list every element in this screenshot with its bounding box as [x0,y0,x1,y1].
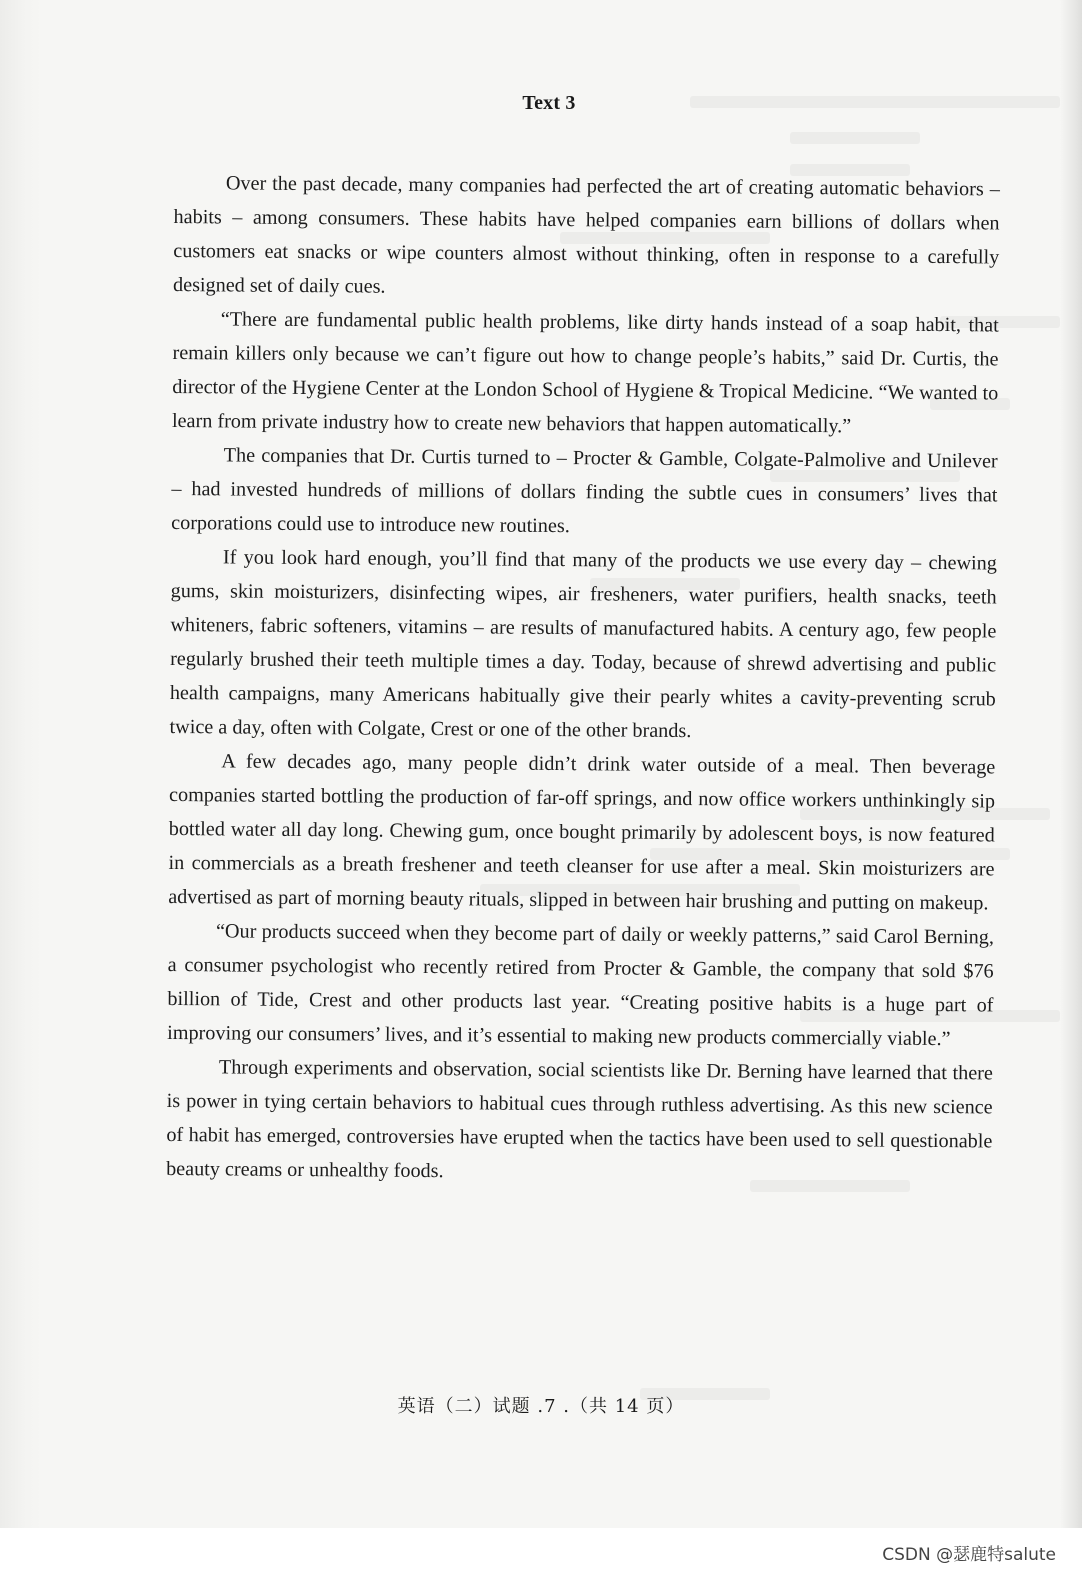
paragraph: Over the past decade, many companies had perfected the art of creating automatic behaviors – habits – among consumers. These habits have helped companies earn billions of dollars when customers eat snacks or wipe counters almost without thinking, often in response to a carefully designed set of daily cues. [172,172,1000,298]
watermark: CSDN @瑟鹿特salute [882,1545,1056,1565]
paragraph: “Our products succeed when they become part of daily or weekly patterns,” said Carol Berning, a consumer psychologist who recently retired from Procter & Gamble, the company that sold $76 billion of Tide, Crest and other products last year. “Creating positive habits is a huge part of improving our consumers’ lives, and it’s essential to making new products commercially viable.” [167,920,995,1051]
paragraph: If you look hard enough, you’ll find that many of the products we use every day – chewing gums, skin moisturizers, disinfecting wipes, air fresheners, water purifiers, health snacks, teeth whiteners, fabric softeners, vitamins – are results of manufactured habits. A century ago, few people regularly brushed their teeth multiple times a day. Today, because of shrewd advertising and public health campaigns, many Americans habitually give their pearly whites a cavity-preventing scrub twice a day, often with Colgate, Crest or one of the other brands. [169,546,997,743]
page-footer: 英语（二）试题 .7 .（共 14 页） [397,1396,685,1417]
scan-shadow-left [0,0,44,1530]
article-body [166,166,1000,1192]
paragraph: A few decades ago, many people didn’t drink water outside of a meal. Then beverage companies started bottling the production of far-off springs, and now office workers unthinkingly sip bottled water all day long. Chewing gum, once bought primarily by adolescent boys, is now featured in commercials as a breath freshener and teeth cleanser for use after a meal. Skin moisturizers are advertised as part of morning beauty rituals, slipped in between hair brushing and putting on makeup. [168,750,996,915]
page-title: Text 3 [522,92,576,114]
paragraph: Through experiments and observation, social scientists like Dr. Berning have learned that there is power in tying certain behaviors to habitual cues through ruthless advertising. As this new science of habit has emerged, controversies have erupted when the tactics have been used to sell questionable beauty creams or unhealthy foods. [166,1056,993,1183]
paragraph: “There are fundamental public health problems, like dirty hands instead of a soap habit, that remain killers only because we can’t figure out how to change people’s habits,” said Dr. Curtis, the director of the Hygiene Center at the London School of Hygiene & Tropical Medicine. “We wanted to learn from private industry how to create new behaviors that happen automatically.” [171,308,999,438]
paragraph: The companies that Dr. Curtis turned to – Procter & Gamble, Colgate-Palmolive and Unilever – had invested hundreds of millions of dollars finding the subtle cues in consumers’ lives that corporations could use to introduce new routines. [171,444,998,538]
scan-shadow-right [1060,0,1082,1530]
